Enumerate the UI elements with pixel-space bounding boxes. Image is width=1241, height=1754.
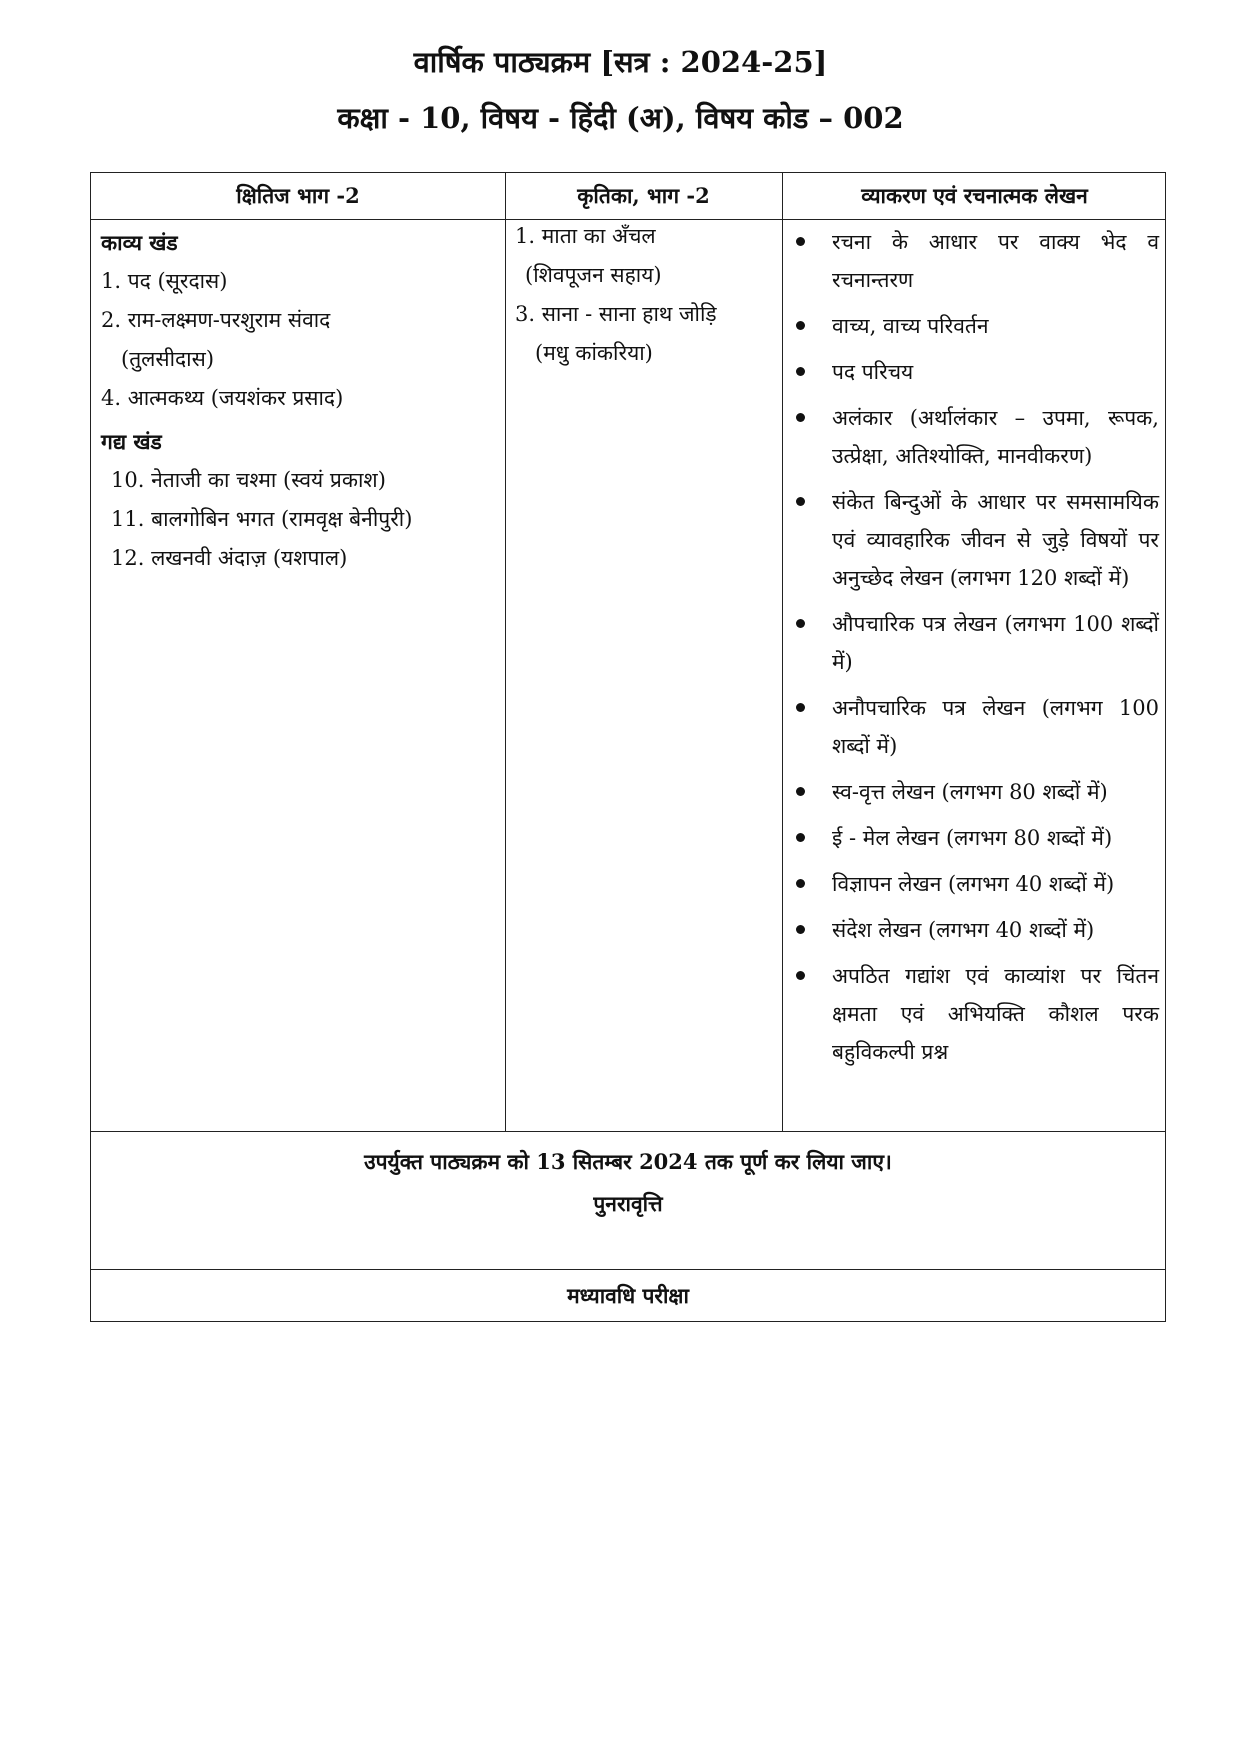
column-divider <box>505 173 506 1131</box>
kritika-cell <box>515 217 777 373</box>
bullet-icon <box>796 971 805 980</box>
midterm-exam-label: मध्यावधि परीक्षा <box>567 1283 689 1308</box>
syllabus-table <box>90 172 1166 1322</box>
grammar-topic: वाच्य, वाच्य परिवर्तन <box>784 307 1159 345</box>
lesson-item-author: (शिवपूजन सहाय) <box>525 263 662 287</box>
lesson-item: 1. पद (सूरदास) <box>101 269 228 293</box>
lesson-item: 3. साना - साना हाथ जोड़ि <box>515 302 717 326</box>
revision-label: पुनरावृत्ति <box>593 1191 663 1216</box>
row-divider <box>91 1269 1165 1270</box>
kshitij-cell <box>101 223 501 578</box>
document-subtitle: कक्षा - 10, विषय - हिंदी (अ), विषय कोड – 002 <box>337 101 904 135</box>
grammar-topic: रचना के आधार पर वाक्य भेद व रचनान्तरण <box>784 223 1159 299</box>
bullet-icon <box>796 619 805 628</box>
lesson-item: 2. राम-लक्ष्मण-परशुराम संवाद <box>101 308 331 332</box>
vyakaran-cell <box>784 223 1159 1079</box>
grammar-topic: स्व-वृत्त लेखन (लगभग 80 शब्दों में) <box>784 773 1159 811</box>
column-header-vyakaran: व्याकरण एवं रचनात्मक लेखन <box>861 183 1088 208</box>
row-divider <box>91 1131 1165 1132</box>
grammar-topic: संदेश लेखन (लगभग 40 शब्दों में) <box>784 911 1159 949</box>
grammar-topic-list <box>784 223 1159 1071</box>
grammar-topic: अलंकार (अर्थालंकार – उपमा, रूपक, उत्प्रेक्षा, अतिश्योक्ति, मानवीकरण) <box>784 399 1159 475</box>
column-divider <box>782 173 783 1131</box>
lesson-item-author: (तुलसीदास) <box>121 347 215 371</box>
lesson-item: 4. आत्मकथ्य (जयशंकर प्रसाद) <box>101 386 344 410</box>
column-header-kritika: कृतिका, भाग -2 <box>577 183 710 208</box>
bullet-icon <box>796 879 805 888</box>
grammar-topic: ई - मेल लेखन (लगभग 80 शब्दों में) <box>784 819 1159 857</box>
bullet-icon <box>796 925 805 934</box>
bullet-icon <box>796 497 805 506</box>
lesson-item: 1. माता का अँचल <box>515 224 656 248</box>
lesson-item: 10. नेताजी का चश्मा (स्वयं प्रकाश) <box>111 468 386 492</box>
bullet-icon <box>796 413 805 422</box>
grammar-topic: विज्ञापन लेखन (लगभग 40 शब्दों में) <box>784 865 1159 903</box>
lesson-item: 12. लखनवी अंदाज़ (यशपाल) <box>111 546 348 570</box>
column-header-kshitij: क्षितिज भाग -2 <box>236 183 360 208</box>
grammar-topic: अपठित गद्यांश एवं काव्यांश पर चिंतन क्षमता एवं अभियक्ति कौशल परक बहुविकल्पी प्रश्न <box>784 957 1159 1071</box>
bullet-icon <box>796 787 805 796</box>
section-title-gadya: गद्य खंड <box>101 429 162 454</box>
grammar-topic: संकेत बिन्दुओं के आधार पर समसामयिक एवं व्यावहारिक जीवन से जुड़े विषयों पर अनुच्छेद लेखन (लगभग 120 शब्दों में) <box>784 483 1159 597</box>
bullet-icon <box>796 237 805 246</box>
grammar-topic: औपचारिक पत्र लेखन (लगभग 100 शब्दों में) <box>784 605 1159 681</box>
document-title: वार्षिक पाठ्यक्रम [सत्र : 2024-25] <box>413 45 828 79</box>
bullet-icon <box>796 367 805 376</box>
grammar-topic: अनौपचारिक पत्र लेखन (लगभग 100 शब्दों में) <box>784 689 1159 765</box>
bullet-icon <box>796 703 805 712</box>
grammar-topic: पद परिचय <box>784 353 1159 391</box>
bullet-icon <box>796 833 805 842</box>
lesson-item-author: (मधु कांकरिया) <box>535 341 653 365</box>
completion-note: उपर्युक्त पाठ्यक्रम को 13 सितम्बर 2024 तक पूर्ण कर लिया जाए। <box>364 1149 892 1174</box>
bullet-icon <box>796 321 805 330</box>
lesson-item: 11. बालगोबिन भगत (रामवृक्ष बेनीपुरी) <box>111 507 413 531</box>
section-title-kavya: काव्य खंड <box>101 230 178 255</box>
